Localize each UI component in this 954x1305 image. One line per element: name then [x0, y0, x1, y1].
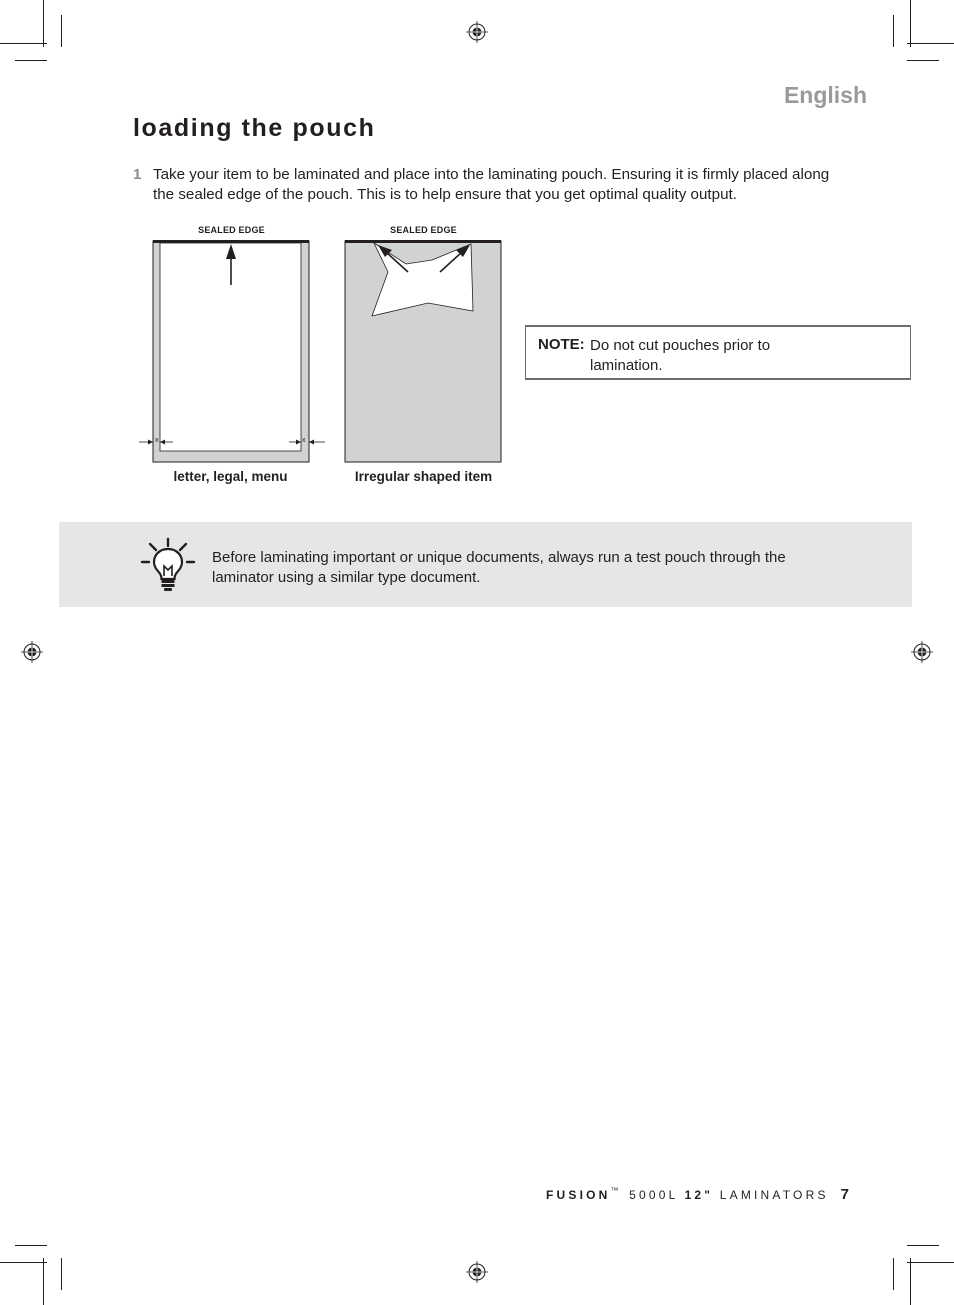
right-margin-mark: x — [302, 437, 306, 444]
footer — [546, 1186, 849, 1203]
registration-mark-icon — [911, 641, 933, 663]
crop-mark — [893, 1258, 894, 1290]
crop-mark — [893, 15, 894, 47]
left-margin-mark: x — [155, 437, 159, 444]
crop-mark — [43, 1258, 44, 1305]
crop-mark — [15, 1245, 47, 1246]
lightbulb-icon — [140, 536, 196, 594]
crop-mark — [907, 43, 954, 44]
crop-mark — [15, 60, 47, 61]
language-label: English — [783, 82, 867, 108]
crop-mark — [907, 60, 939, 61]
registration-mark-icon — [21, 641, 43, 663]
crop-mark — [0, 1262, 47, 1263]
right-figure-caption: Irregular shaped item — [354, 469, 493, 484]
step-number: 1 — [133, 166, 142, 183]
crop-mark — [61, 1258, 62, 1290]
crop-mark — [910, 1258, 911, 1305]
irregular-pouch-diagram — [340, 238, 510, 468]
registration-mark-icon — [466, 21, 488, 43]
left-figure-caption: letter, legal, menu — [173, 469, 288, 484]
footer-trademark: ™ — [610, 1186, 619, 1195]
crop-mark — [907, 1262, 954, 1263]
note-text: Do not cut pouches prior to lamination. — [590, 337, 771, 374]
letter-pouch-diagram — [135, 238, 335, 468]
left-figure-sealed-edge-label: SEALED EDGE — [198, 225, 265, 235]
right-figure-sealed-edge-label: SEALED EDGE — [390, 225, 457, 235]
crop-mark — [907, 1245, 939, 1246]
tip-box — [59, 522, 912, 607]
crop-mark — [0, 43, 47, 44]
note-box — [525, 325, 911, 380]
section-title: loading the pouch — [133, 114, 376, 142]
crop-mark — [61, 15, 62, 47]
footer-model: 5000L — [629, 1188, 679, 1202]
footer-product: LAMINATORS — [719, 1188, 829, 1202]
footer-brand: FUSION — [545, 1188, 611, 1202]
page-number: 7 — [840, 1186, 849, 1203]
step-text: Take your item to be laminated and place into the laminating pouch. Ensuring it is firmly placed along the sealed edge of the pouch. This is to help ensure that you get optimal quality output. — [153, 166, 830, 203]
note-label: NOTE: — [538, 336, 585, 353]
registration-mark-icon — [466, 1261, 488, 1283]
tip-text: Before laminating important or unique documents, always run a test pouch through the laminator using a similar type document. — [212, 549, 786, 586]
footer-size: 12" — [684, 1188, 714, 1202]
crop-mark — [43, 0, 44, 47]
crop-mark — [910, 0, 911, 47]
